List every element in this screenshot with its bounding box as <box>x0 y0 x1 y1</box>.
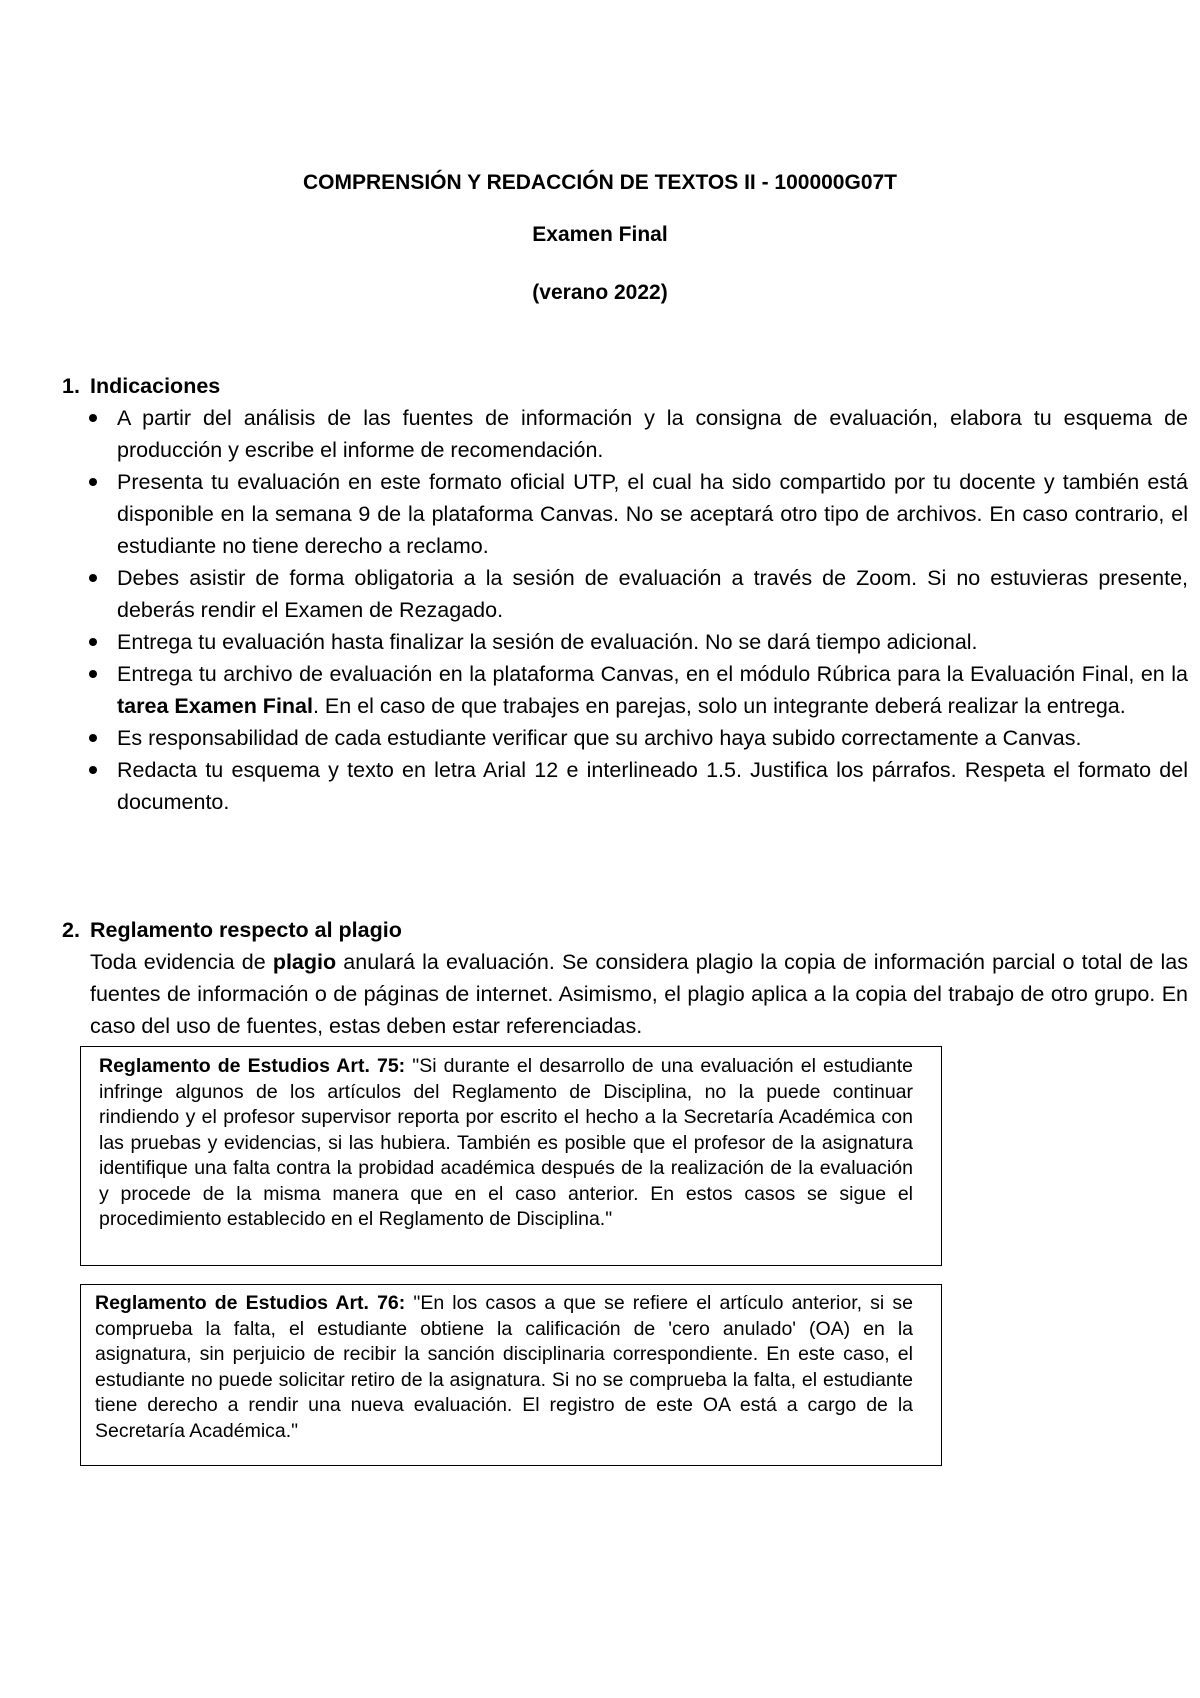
rule-label: Reglamento de Estudios Art. 76: <box>95 1292 406 1314</box>
paragraph-text: anulará la evaluación. Se considera plagio la copia de información parcial o total de las fuentes de información o de páginas de internet. Asimismo, el plagio aplica a la copia del trabajo de otro grupo. En caso del uso de fuentes, estas deben estar referenciadas. <box>90 950 1188 1038</box>
section-heading <box>62 914 1188 946</box>
list-item-text: Presenta tu evaluación en este formato oficial UTP, el cual ha sido compartido por tu docente y también está disponible en la semana 9 de la plataforma Canvas. No se aceptará otro tipo de archivos. En caso contrario, el estudiante no tiene derecho a reclamo. <box>117 470 1188 558</box>
section-title: Reglamento respecto al plagio <box>90 918 402 942</box>
bullet-icon <box>89 734 97 742</box>
course-title: COMPRENSIÓN Y REDACCIÓN DE TEXTOS II - 100000G07T <box>303 171 897 194</box>
rule-text: "Si durante el desarrollo de una evaluación el estudiante infringe algunos de los artículos del Reglamento de Disciplina, no la puede continuar rindiendo y el profesor supervisor reporta por escrito el hecho a la Secretaría Académica con las pruebas y evidencias, si las hubiera. También es posible que el profesor de la asignatura identifique una falta contra la probidad académica después de la realización de la evaluación y procede de la misma manera que en el caso anterior. En estos casos se sigue el procedimiento establecido en el Reglamento de Disciplina." <box>99 1055 913 1230</box>
list-item-bold-text: tarea Examen Final <box>117 694 313 718</box>
list-item <box>117 658 1188 722</box>
list-item-text: Entrega tu archivo de evaluación en la plataforma Canvas, en el módulo Rúbrica para la Evaluación Final, en la <box>117 662 1188 686</box>
bullet-icon <box>89 478 97 486</box>
rule-box-art-75 <box>80 1046 942 1266</box>
list-item <box>117 466 1188 562</box>
paragraph-bold-text: plagio <box>272 950 337 974</box>
section-number: 2. <box>62 918 80 942</box>
section-heading <box>62 370 1188 402</box>
bullet-icon <box>89 670 97 678</box>
instructions-list <box>62 402 1188 818</box>
list-item-text: A partir del análisis de las fuentes de información y la consigna de evaluación, elabora tu esquema de producción y escribe el informe de recomendación. <box>117 406 1188 462</box>
section-title: Indicaciones <box>90 374 221 398</box>
bullet-icon <box>89 574 97 582</box>
paragraph-text: Toda evidencia de <box>90 950 273 974</box>
bullet-icon <box>89 638 97 646</box>
section-number: 1. <box>62 374 80 398</box>
list-item-text: . En el caso de que trabajes en parejas, solo un integrante deberá realizar la entrega. <box>312 694 1126 718</box>
list-item-text: Es responsabilidad de cada estudiante verificar que su archivo haya subido correctamente a Canvas. <box>117 726 1082 750</box>
list-item-text: Debes asistir de forma obligatoria a la sesión de evaluación a través de Zoom. Si no estuvieras presente, deberás rendir el Examen de Rezagado. <box>117 566 1188 622</box>
section-plagio <box>62 914 1188 1042</box>
list-item <box>117 722 1188 754</box>
list-item <box>117 562 1188 626</box>
bullet-icon <box>89 766 97 774</box>
plagio-paragraph <box>62 946 1188 1042</box>
list-item-text: Redacta tu esquema y texto en letra Arial 12 e interlineado 1.5. Justifica los párrafos. Respeta el formato del documento. <box>117 758 1188 814</box>
exam-season: (verano 2022) <box>532 281 668 304</box>
section-indicaciones <box>62 370 1188 818</box>
rule-label: Reglamento de Estudios Art. 75: <box>99 1055 406 1077</box>
exam-title: Examen Final <box>532 223 668 246</box>
bullet-icon <box>89 414 97 422</box>
list-item <box>117 402 1188 466</box>
rule-text: "En los casos a que se refiere el artículo anterior, si se comprueba la falta, el estudiante obtiene la calificación de 'cero anulado' (OA) en la asignatura, sin perjuicio de recibir la sanción disciplinaria correspondiente. En este caso, el estudiante no puede solicitar retiro de la asignatura. Si no se comprueba la falta, el estudiante tiene derecho a rendir una nueva evaluación. El registro de este OA está a cargo de la Secretaría Académica." <box>95 1292 913 1442</box>
list-item <box>117 626 1188 658</box>
rule-box-art-76 <box>80 1284 942 1466</box>
list-item <box>117 754 1188 818</box>
list-item-text: Entrega tu evaluación hasta finalizar la sesión de evaluación. No se dará tiempo adicional. <box>117 630 978 654</box>
